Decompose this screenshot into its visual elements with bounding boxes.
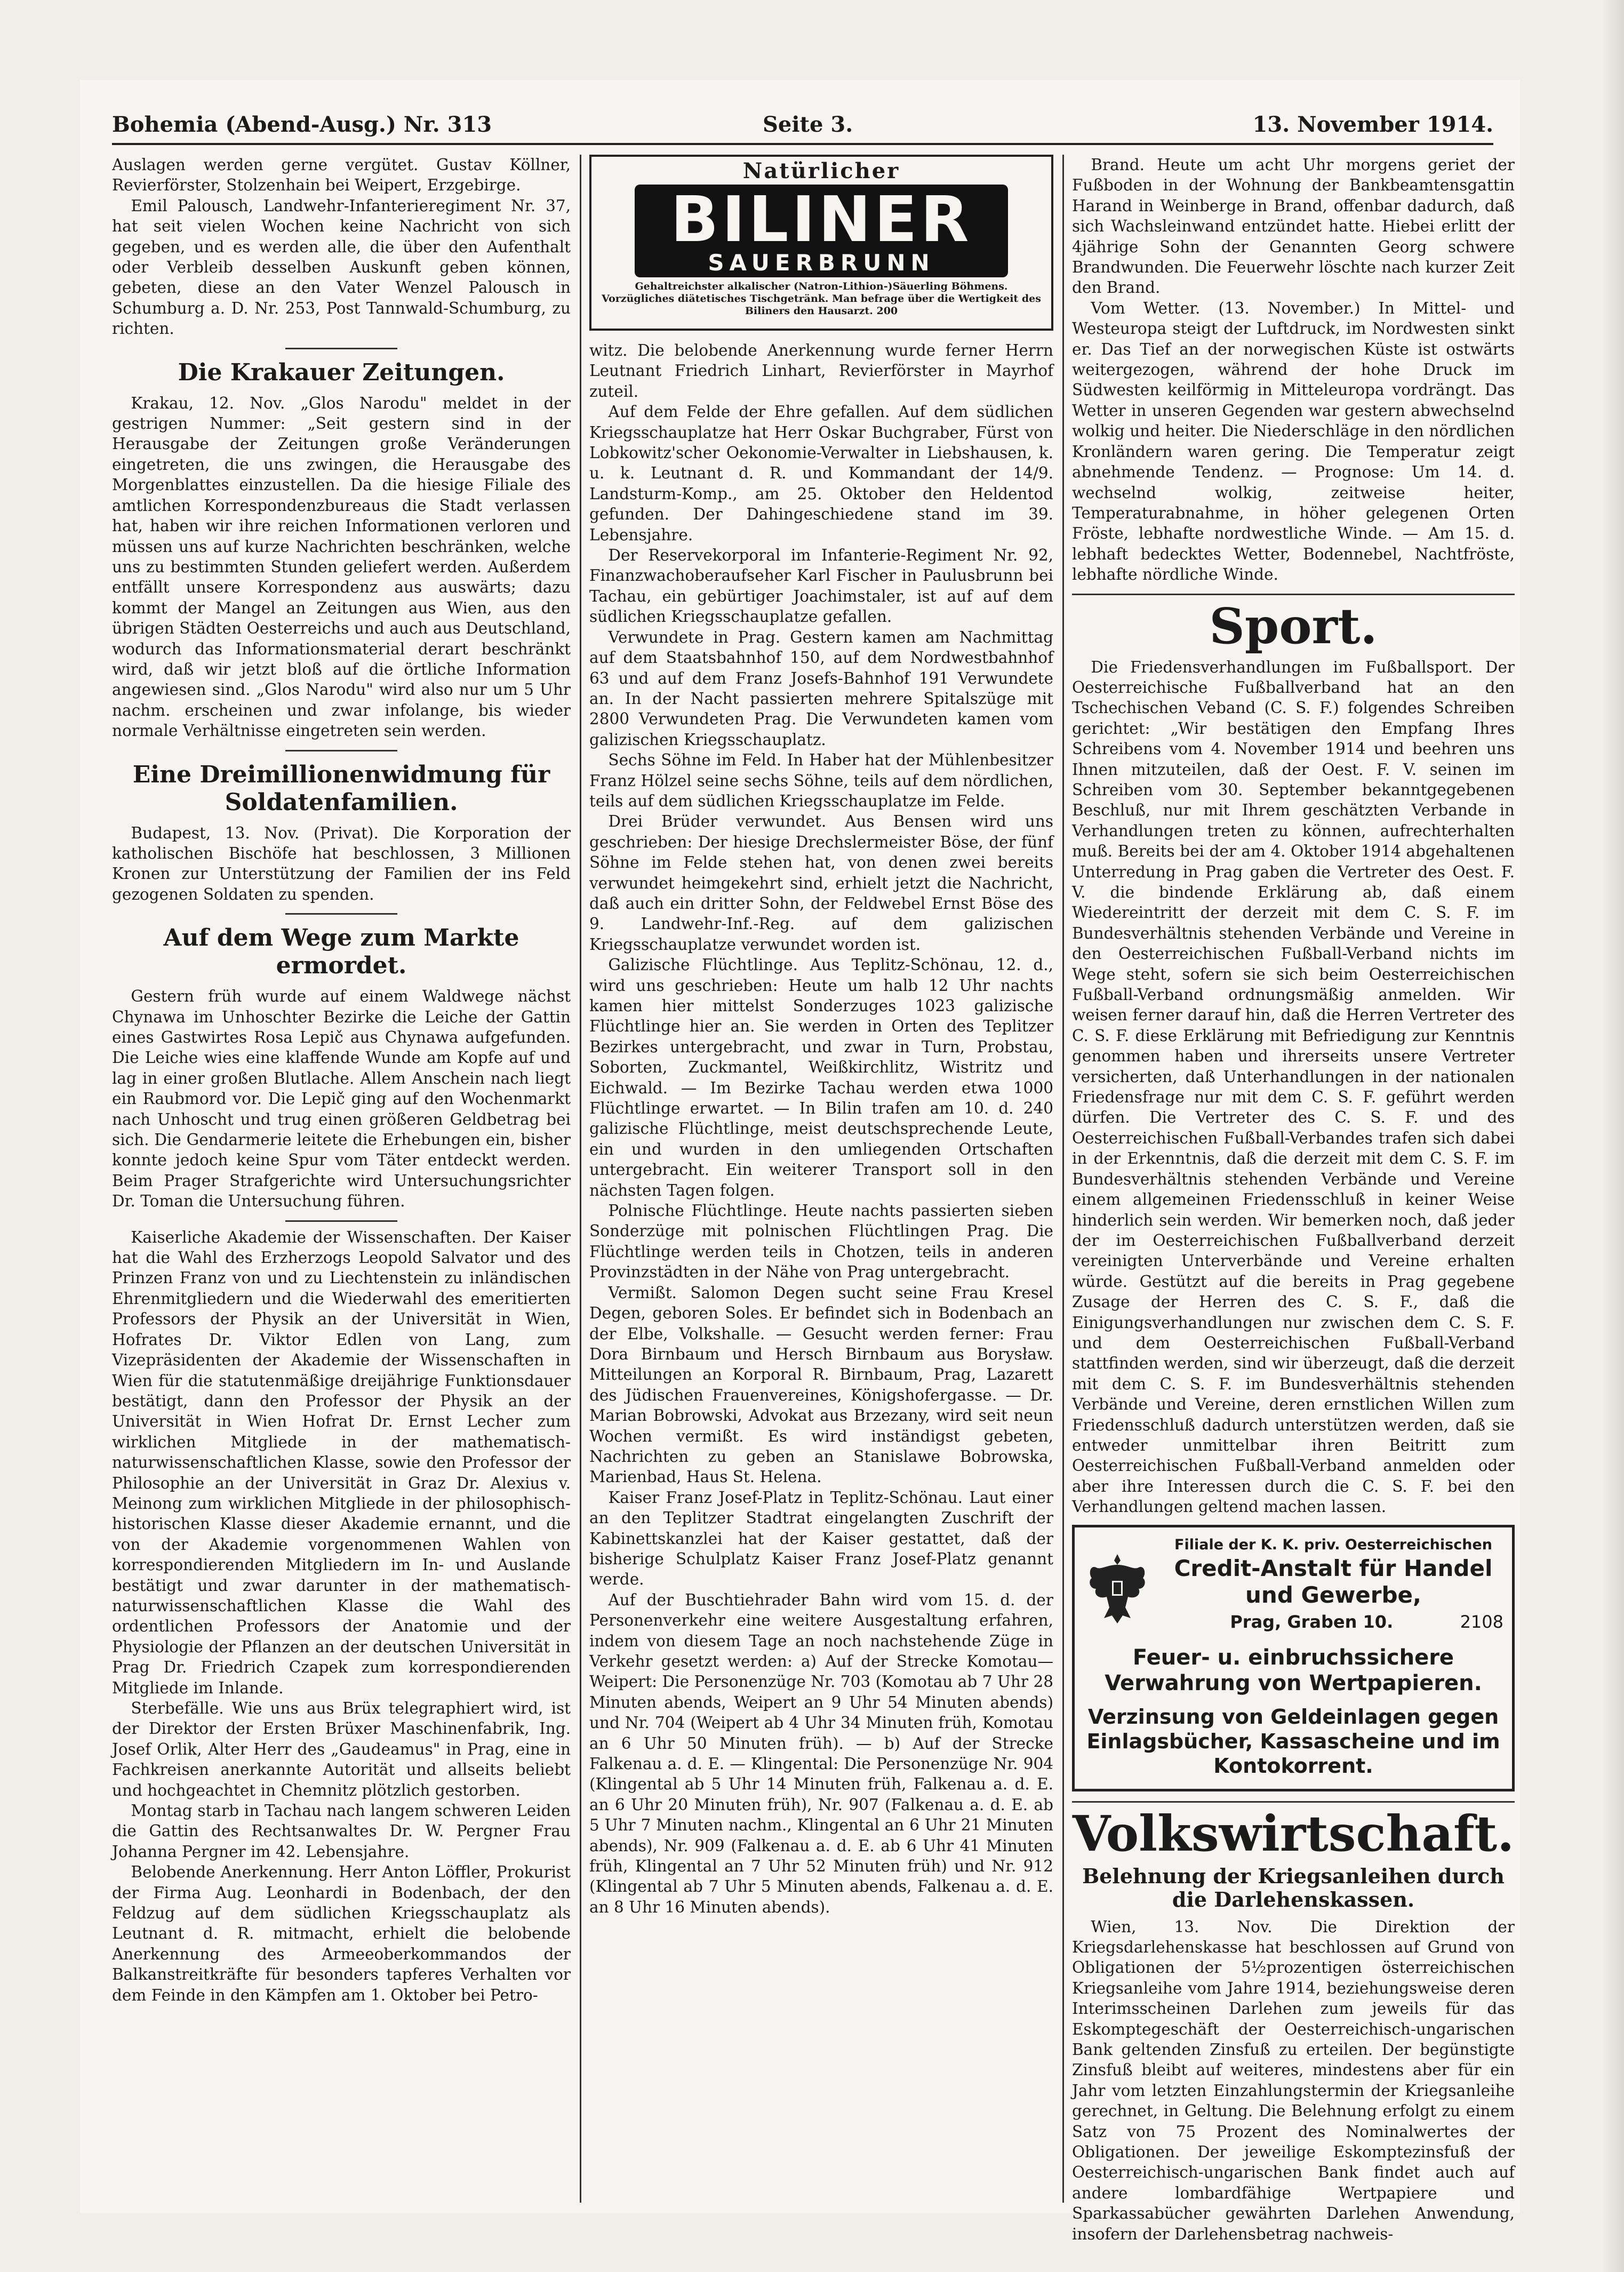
eagle-emblem-icon [1085, 1549, 1149, 1629]
header-date: 13. November 1914. [1252, 112, 1493, 137]
article-paragraph: Krakau, 12. Nov. „Glos Narodu" meldet in der gestrigen Nummer: „Seit gestern sind in der Herausgabe der Zeitungen große Veränderungen eingetreten, die uns zwingen, die Herausgabe des Morgenblattes einzustellen. Da die hiesige Filiale des amtlichen Korrespondenzbureaus die Stadt verlassen hat, haben wir ihre reichen Informationen verloren und müssen uns auf kurze Nachrichten beschränken, welche uns zu bestimmten Stunden geliefert werden. Außerdem entfällt unsere Korrespondenz aus auswärts; dazu kommt der Mangel an Zeitungen aus Wien, aus den übrigen Städten Oesterreichs und auch aus Deutschland, wodurch das Informationsmaterial derart beschränkt wird, daß wir jetzt bloß auf die örtliche Information angewiesen sind. „Glos Narodu" wird also nur um 5 Uhr nachm. erscheinen und zwar infolange, bis wieder normale Verhältnisse eingetreten sein werden. [112, 394, 571, 740]
article-paragraph: Auf dem Felde der Ehre gefallen. Auf dem südlichen Kriegsschauplatze hat Herr Oskar Buchgraber, Fürst von Lobkowitz'scher Oekonomie-Verwalter in Liebshausen, k. u. k. Leutnant d. R. und Kommandant der 14/9. Landsturm-Komp., am 25. Oktober den Heldentod gefunden. Der Dahingeschiedene stand im 39. Lebensjahre. [589, 403, 1053, 544]
section-heading-sport: Sport. [1072, 594, 1515, 653]
article-paragraph: Verwundete in Prag. Gestern kamen am Nachmittag auf dem Staatsbahnhof 150, auf dem Nordwestbahnhof 63 und auf dem Franz Josefs-Bahnhof 191 Verwundete an. In der Nacht passierten mehrere Spitalszüge mit 2800 Verwundeten Prag. Die Verwundeten kamen vom galizischen Kriegsschauplatz. [589, 628, 1053, 749]
ad-credit-text1: Feuer- u. einbruchssichere Verwahrung von Wertpapieren. [1105, 1645, 1482, 1696]
article-heading: Eine Dreimillionenwidmung für Soldatenfamilien. [132, 761, 550, 816]
article-paragraph: Auf der Buschtiehrader Bahn wird vom 15. d. der Personenverkehr eine weitere Ausgestaltung erfahren, indem von diesem Tage an noch nachstehende Züge in Verkehr gesetzt werden: a) Auf der Strecke Komotau—Weipert: Die Personenzüge Nr. 703 (Komotau ab 7 Uhr 28 Minuten abends, Weipert an 9 Uhr 54 Minuten abends) und Nr. 704 (Weipert ab 4 Uhr 34 Minuten früh, Komotau an 6 Uhr 50 Minuten früh). — b) Auf der Strecke Falkenau a. d. E. — Klingental: Die Personenzüge Nr. 904 (Klingental ab 5 Uhr 14 Minuten früh, Falkenau a. d. E. an 6 Uhr 20 Minuten früh), Nr. 907 (Falkenau a. d. E. ab 5 Uhr 7 Minuten nachm., Klingental an 6 Uhr 21 Minuten abends), Nr. 909 (Falkenau a. d. E. ab 6 Uhr 41 Minuten früh, Klingental an 7 Uhr 52 Minuten früh) und Nr. 912 (Klingental ab 7 Uhr 5 Minuten abends, Falkenau a. d. E. an 8 Uhr 16 Minuten abends). [589, 1590, 1053, 1916]
article-paragraph: Kaiserliche Akademie der Wissenschaften. Der Kaiser hat die Wahl des Erzherzogs Leopold Salvator und des Prinzen Franz von und zu Liechtenstein zu inländischen Ehrenmitgliedern und die Wiederwahl des emeritierten Professors der Physik an der Universität in Wien, Hofrates Dr. Viktor Edlen von Lang, zum Vizepräsidenten der Akademie der Wissenschaften in Wien für die statutenmäßige dreijährige Funktionsdauer bestätigt, dann den Professor der Physik an der Universität in Wien Hofrat Dr. Ernst Lecher zum wirklichen Mitgliede in der mathematisch-naturwissenschaftlichen Klasse, sowie den Professor der Philosophie an der Universität in Graz Dr. Alexius v. Meinong zum wirklichen Mitgliede in der philosophisch-historischen Klasse dieser Akademie ernannt, und die von der Akademie vorgenommenen Wahlen von korrespondierenden Mitgliedern im In- und Auslande bestätigt und zwar darunter in der mathematisch-naturwissenschaftlichen Klasse die Wahl des ordentlichen Professors der Anatomie und der Physiologie der Pflanzen an der deutschen Universität in Prag Dr. Friedrich Czapek zum korrespondierenden Mitgliede im Inlande. [112, 1228, 571, 1697]
ad-address-text: Prag, Graben 10. [1230, 1612, 1394, 1632]
article-paragraph: Brand. Heute um acht Uhr morgens geriet der Fußboden in der Wohnung der Bankbeamtensgattin Harand in Weinberge in Brand, offenbar dadurch, daß sich Wachsleinwand entzündet hatte. Hiebei erlitt der 4jährige Sohn der Genannten Georg schwere Brandwunden. Die Feuerwehr löschte nach kurzer Zeit den Brand. [1072, 156, 1515, 297]
separator [285, 1220, 397, 1222]
ad-brand-sub: SAUERBRUNN [708, 250, 935, 276]
article-paragraph: Auslagen werden gerne vergütet. Gustav Köllner, Revierförster, Stolzenhain bei Weipert, Erzgebirge. [112, 156, 571, 195]
article-paragraph: Budapest, 13. Nov. (Privat). Die Korporation der katholischen Bischöfe hat beschlossen, 3 Millionen Kronen zur Unterstützung der Familien der ins Feld gezogenen Soldaten zu spenden. [112, 823, 571, 903]
page-edge-shadow [1603, 0, 1624, 2272]
header-page-number: Seite 3. [763, 112, 853, 137]
header-issue: Bohemia (Abend-Ausg.) Nr. 313 [112, 112, 492, 137]
column-divider [1062, 155, 1064, 2203]
article-paragraph: Vermißt. Salomon Degen sucht seine Frau Kresel Degen, geboren Soles. Er befindet sich in Bodenbach an der Elbe, Volkshalle. — Gesucht werden ferner: Frau Dora Birnbaum und Hersch Birnbaum aus Borysław. Mitteilungen an Korporal R. Birnbaum, Prag, Lazarett des Jüdischen Frauenvereines, Königshofergasse. — Dr. Marian Bobrowski, Advokat aus Brzezany, wird seit neun Wochen vermißt. Es wird inständigst gebeten, Nachrichten zu geben an Stanislawe Bobrowska, Marienbad, Haus St. Helena. [589, 1283, 1053, 1486]
biliner-advertisement [589, 155, 1053, 331]
column-divider [580, 155, 581, 2203]
article-paragraph: Gestern früh wurde auf einem Waldwege nächst Chynawa im Unhoschter Bezirke die Leiche der Gattin eines Gastwirtes Rosa Lepič aus Chynawa aufgefunden. Die Leiche wies eine klaffende Wunde am Kopfe auf und lag in einer großen Blutlache. Allem Anschein nach liegt ein Raubmord vor. Die Lepič ging auf den Wochenmarkt nach Unhoscht und trug einen größeren Geldbetrag bei sich. Die Gendarmerie leitete die Erhebungen ein, bisher konnte jedoch keine Spur vom Täter entdeckt werden. Beim Prager Strafgerichte wird Untersuchungsrichter Dr. Toman die Untersuchung führen. [112, 987, 571, 1211]
header-rule [112, 143, 1493, 145]
article-paragraph: Galizische Flüchtlinge. Aus Teplitz-Schönau, 12. d., wird uns geschrieben: Heute um halb 12 Uhr nachts kamen hier mittelst Sonderzuges 1023 galizische Flüchtlinge hier an. Sie werden in Orten des Teplitzer Bezirkes untergebracht, und zwar in Turn, Probstau, Soborten, Zuckmantel, Weißkirchlitz, Wistritz und Eichwald. — Im Bezirke Tachau werden etwa 1000 Flüchtlinge erwartet. — In Bilin trafen am 10. d. 240 galizische Flüchtlinge, meist deutschsprechende Leute, ein und wurden in den umliegenden Ortschaften untergebracht. Ein weiterer Transport soll in den nächsten Tagen folgen. [589, 956, 1053, 1199]
article-paragraph: Wien, 13. Nov. Die Direktion der Kriegsdarlehenskasse hat beschlossen auf Grund von Obligationen der 5½prozentigen österreichischen Kriegsanleihe vom Jahre 1914, beziehungsweise deren Interimsscheinen Darlehen zum jeweils für das Eskomptegeschäft der Oesterreichisch-ungarischen Bank geltenden Zinsfuß zu erteilen. Der begünstigte Zinsfuß bleibt auf weiteres, mindestens aber für ein Jahr vom letzten Einzahlungstermin der Kriegsanleihe gerechnet, in Geltung. Die Belehnung erfolgt zu einem Satz von 75 Prozent des Nominalwertes der Obligationen. Der jeweilige Eskomptezinsfuß der Oesterreichisch-ungarischen Bank findet auch auf andere lombardfähige Wertpapiere und Sparkassabücher gewährten Darlehen Anwendung, insofern der Darlehensbetrag nachweis- [1072, 1917, 1515, 2243]
column-1 [112, 155, 571, 2192]
ad-credit-line1: Filiale der K. K. priv. Oesterreichischen [1174, 1536, 1492, 1553]
separator [285, 348, 397, 349]
ad-credit-address [1163, 1612, 1503, 1632]
article-paragraph: Sechs Söhne im Feld. In Haber hat der Mühlenbesitzer Franz Hölzel seine sechs Söhne, teils auf dem nördlichen, teils auf dem südlichen Kriegsschauplatze im Felde. [589, 751, 1053, 810]
column-2 [589, 155, 1053, 2192]
article-paragraph: Kaiser Franz Josef-Platz in Teplitz-Schönau. Laut einer an den Teplitzer Stadtrat eingelangten Zuschrift der Kabinettskanzlei hat der Kaiser gestattet, daß der bisherige Schulplatz Kaiser Franz Josef-Platz genannt werde. [589, 1488, 1053, 1589]
article-heading: Belehnung der Kriegsanleihen durch die Darlehenskassen. [1082, 1863, 1505, 1911]
article-heading: Auf dem Wege zum Markte ermordet. [163, 924, 519, 980]
ad-tagline: Natürlicher [742, 158, 900, 183]
ad-number: 2108 [1460, 1612, 1503, 1632]
credit-anstalt-advertisement [1072, 1525, 1515, 1791]
article-heading: Die Krakauer Zeitungen. [178, 358, 505, 386]
separator [285, 750, 397, 751]
article-paragraph: Der Reservekorporal im Infanterie-Regiment Nr. 92, Finanzwachoberaufseher Karl Fischer in Paulusbrunn bei Tachau, ein gebürtiger Joachimstaler, ist auf auf dem südlichen Kriegsschauplatze gefallen. [589, 546, 1053, 626]
column-3 [1072, 155, 1515, 2243]
article-paragraph: Die Friedensverhandlungen im Fußballsport. Der Oesterreichische Fußballverband hat an den Tschechischen Veband (C. S. F.) folgendes Schreiben gerichtet: „Wir bestätigen den Empfang Ihres Schreibens vom 4. November 1914 und beehren uns Ihnen mitzuteilen, daß der Oest. F. V. seinen im Schreiben vom 30. September bekanntgegebenen Beschluß, nur mit Ihrem geschätzten Verbande in Verhandlungen treten zu können, aufrechterhalten muß. Bereits bei der am 4. Oktober 1914 abgehaltenen Unterredung in Prag gaben die Vertreter des Oest. F. V. die bindende Erklärung ab, daß einem Wiedereintritt der derzeit mit dem C. S. F. im Bundesverhältnis stehenden Verbände und Vereine in den Oesterreichischen Fußball-Verband nichts im Wege steht, sofern sie sich beim Oesterreichischen Fußball-Verband ordnungsmäßig anmelden. Wir weisen ferner darauf hin, daß die Herren Vertreter des C. S. F. diese Erklärung mit Befriedigung zur Kenntnis genommen haben und ihrerseits unsere Vertreter versicherten, daß Unterhandlungen in der nationalen Friedensfrage nur mit dem C. S. F. geführt werden dürfen. Die Vertreter des C. S. F. und des Oesterreichischen Fußball-Verbandes trafen sich dabei in der Erkenntnis, daß die derzeit mit dem C. S. F. im Bundesverhältnis stehenden Verbände und Vereine einem allgemeinen Friedensschluß in keiner Weise hinderlich sein werden. Wir bemerken noch, daß jeder der im Oesterreichischen Fußballverband derzeit vereinigten Unterverbände und Vereine erhalten würde. Gestützt auf die bereits in Prag gegebene Zusage der Herren des C. S. F., daß die Einigungsverhandlungen nur zwischen dem C. S. F. und dem Oesterreichischen Fußball-Verband stattfinden werden, sind wir überzeugt, daß die derzeit mit dem C. S. F. im Bundesverhältnis stehenden Verbände und Vereine, deren ernstlichen Willen zum Friedensschluß dadurch unterstützen werden, daß sie entweder unmittelbar ihren Beitritt zum Oesterreichischen Fußball-Verband anmelden oder aber ihre Interessen durch die C. S. F. bei den Verhandlungen geltend machen lassen. [1072, 658, 1515, 1516]
article-paragraph: Belobende Anerkennung. Herr Anton Löffler, Prokurist der Firma Aug. Leonhardi in Bodenbach, der den Feldzug auf dem südlichen Kriegsschauplatz als Leutnant d. R. mitmacht, erhielt die belobende Anerkennung des Armeeoberkommandos der Balkanstreitkräfte für besonders tapferes Verhalten vor dem Feinde in den Kämpfen am 1. Oktober bei Petro- [112, 1863, 571, 2004]
article-paragraph: Polnische Flüchtlinge. Heute nachts passierten sieben Sonderzüge mit polnischen Flüchtlingen Prag. Die Flüchtlinge werden teils in Chotzen, teils in anderen Provinzstädten in der Nähe von Prag untergebracht. [589, 1202, 1053, 1282]
separator [285, 913, 397, 915]
ad-description: Gehaltreichster alkalischer (Natron-Lithion-)Säuerling Böhmens. Vorzügliches diätetisches Tischgetränk. Man befrage über die Wertigkeit des Biliners den Hausarzt. 200 [602, 281, 1041, 317]
article-paragraph: Drei Brüder verwundet. Aus Bensen wird uns geschrieben: Der hiesige Drechslermeister Böse, der fünf Söhne im Felde stehen hat, von denen zwei bereits verwundet heimgekehrt sind, erhielt jetzt die Nachricht, daß auch ein dritter Sohn, der Feldwebel Ernst Böse des 9. Landwehr-Inf.-Reg. auf dem galizischen Kriegsschauplatze verwundet worden ist. [589, 812, 1053, 954]
ad-brand: BILINER [670, 182, 972, 257]
article-paragraph: Vom Wetter. (13. November.) In Mittel- und Westeuropa steigt der Luftdruck, im Nordwesten sinkt er. Das Tief an der norwegischen Küste ist ostwärts weitergezogen, während der hohe Druck im Südwesten keilförmig in Mitteleuropa vordrängt. Das Wetter in unseren Gegenden war gestern abwechselnd wolkig und heiter. Die Niederschläge in den nördlichen Kronländern waren gering. Die Temperatur zeigt abnehmende Tendenz. — Prognose: Um 14. d. wechselnd wolkig, zeitweise heiter, Temperaturabnahme, in höher gelegenen Orten Fröste, lebhafte nordwestliche Winde. — Am 15. d. lebhaft bedecktes Wetter, Bodennebel, Nachtfröste, lebhafte nördliche Winde. [1072, 299, 1515, 584]
article-paragraph: Montag starb in Tachau nach langem schweren Leiden die Gattin des Rechtsanwaltes Dr. W. Pergner Frau Johanna Pergner im 42. Lebensjahre. [112, 1802, 571, 1861]
newspaper-page [80, 80, 1520, 2243]
section-heading-volkswirtschaft: Volkswirtschaft. [1072, 1801, 1515, 1860]
ad-credit-text2: Verzinsung von Geldeinlagen gegen Einlagsbücher, Kassascheine und im Kontokorrent. [1086, 1705, 1500, 1778]
biliner-logo [635, 182, 1008, 277]
ad-credit-name: Credit-Anstalt für Handel und Gewerbe, [1174, 1555, 1493, 1608]
article-paragraph: witz. Die belobende Anerkennung wurde ferner Herrn Leutnant Friedrich Linhart, Revierförster in Mayrhof zuteil. [589, 341, 1053, 401]
article-paragraph: Sterbefälle. Wie uns aus Brüx telegraphiert wird, ist der Direktor der Ersten Brüxer Maschinenfabrik, Ing. Josef Orlik, Alter Herr des „Gaudeamus" in Prag, eine in Fachkreisen anerkannte Autorität und allseits beliebt und hochgeachtet in Chemnitz plötzlich gestorben. [112, 1699, 571, 1799]
article-paragraph: Emil Palousch, Landwehr-Infanterieregiment Nr. 37, hat seit vielen Wochen keine Nachricht von sich gegeben, und es werden alle, die über den Aufenthalt oder Verbleib desselben Auskunft geben können, gebeten, diese an den Vater Wenzel Palousch in Schumburg a. D. Nr. 253, Post Tannwald-Schumburg, zu richten. [112, 196, 571, 338]
